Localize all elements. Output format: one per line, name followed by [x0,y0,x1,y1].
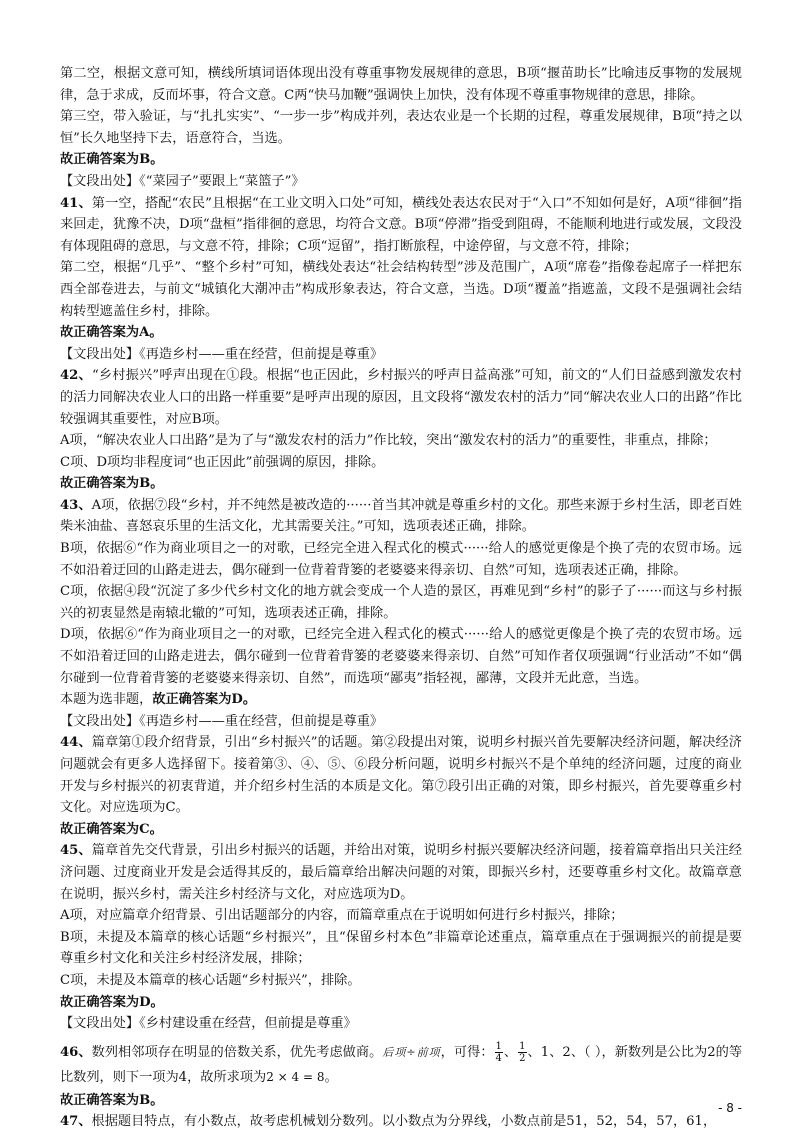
q43-source: 【文段出处】《再造乡村——重在经营，但前提是尊重》 [60,713,384,729]
fraction-numerator: 1 [519,1040,526,1052]
q42-option-cd: C项、D项均非程度词“也正因此”前强调的原因，排除。 [60,454,385,470]
q43-option-d: D项，依据⑥“作为商业项目之一的对歌，已经完全进入程式化的模式······给人的感觉更像是个换了壳的农贸市场。远不如沿着迂回的山路走进去，偶尔碰到一位背着背篓的老婆婆来得亲切、自然”可知作者仅项强调“行业活动”不如“偶尔碰到一位背着背篓的老婆婆来得亲切、自然”，而选项“鄙夷”指轻视，鄙薄，文段并无此意，当选。 [60,627,742,686]
q41-number: 41、 [60,195,92,211]
q44-answer: 故正确答案为C。 [60,821,163,837]
q45-answer: 故正确答案为D。 [60,994,164,1010]
q43-option-c: C项，依据④段“沉淀了多少代乡村文化的地方就会变成一个人造的景区，再难见到“乡村”的影子了······而这与乡村振兴的初衷显然是南辕北辙的”可知，选项表述正确，排除。 [60,584,742,621]
document-body [60,63,742,1133]
q46-text-c: 、1、2、（ ），新数列是公比为2的等比数列，则下一项为4，故所求项为 [60,1044,743,1085]
q43-option-b: B项，依据⑥“作为商业项目之一的对歌，已经完全进入程式化的模式······给人的感觉更像是个换了壳的农贸市场。远不如沿着迂回的山路走进去，偶尔碰到一位背着背篓的老婆婆来得亲切、自然”可知，选项表述正确，排除。 [60,541,742,578]
q43-number: 43、 [60,497,92,513]
q40-source: 【文段出处】《“菜园子”要跟上“菜篮子”》 [60,173,305,189]
q40-blank3-analysis: 第三空，带入验证，与“扎扎实实”、“一步一步”构成并列，表达农业是一个长期的过程，尊重发展规律，B项“持之以恒”长久地坚持下去，语意符合，当选。 [60,109,742,146]
fraction-numerator: 1 [495,1040,502,1052]
q45-option-b: B项，未提及本篇章的核心话题“乡村振兴”，且“保留乡村本色”非篇章论述重点，篇章重点在于强调振兴的前提是要尊重乡村文化和关注乡村经济发展，排除； [60,929,742,967]
q46-separator: 、 [503,1044,518,1060]
fraction-denominator: 2 [519,1052,526,1064]
q43-note: 本题为选非题， [60,692,153,708]
q46-text-d: 。 [324,1069,338,1085]
q40-answer: 故正确答案为B。 [60,152,164,168]
q47-number: 47、 [60,1114,92,1130]
q45-number: 45、 [60,843,92,859]
q47-text: 根据题目特点，有小数点，故考虑机械划分数列。以小数点为分界线，小数点前是51，52，54，57，61， [91,1114,717,1130]
page-number: - 8 - [718,1101,742,1115]
q43-option-a [60,495,742,538]
q42-option-a: A项，“解决农业人口出路”是为了与“激发农村的活力”作比较，突出“激发农村的活力”的重要性，非重点，排除； [60,433,717,449]
q42-analysis [60,365,742,430]
q45-text: 篇章首先交代背景，引出乡村振兴的话题，并给出对策，说明乡村振兴要解决经济问题，接着篇章指出只关注经济问题、过度商业开发是会适得其反的，最后篇章给出解决问题的对策，即振兴乡村，还要尊重乡村文化。故篇章意在说明，振兴乡村，需关注乡村经济与文化，对应选项为D。 [60,843,742,902]
q43-text: A项，依据⑦段“乡村，并不纯然是被改造的······首当其冲就是尊重乡村的文化。那些来源于乡村生活，即老百姓柴米油盐、喜怒哀乐里的生活文化，尤其需要关注。”可知，选项表述正确，排除。 [60,497,742,535]
q45-option-c: C项，未提及本篇章的核心话题“乡村振兴”，排除。 [60,972,361,988]
q42-number: 42、 [60,368,92,384]
q44-text: 篇章第①段介绍背景，引出“乡村振兴”的话题。第②段提出对策，说明乡村振兴首先要解决经济问题，解决经济问题就会有更多人选择留下。接着第③、④、⑤、⑥段分析问题，说明乡村振兴不是个单纯的经济问题，过度的商业开发与乡村振兴的初衷背道，并介绍乡村生活的本质是文化。第⑦段引出正确的对策，即乡村振兴，首先要尊重乡村文化。对应选项为C。 [60,735,742,816]
q44-number: 44、 [60,735,92,751]
q46-handwritten-formula: 后项÷前项 [382,1045,441,1059]
q45-analysis [60,840,742,905]
q46-text-b: ，可得： [440,1044,494,1060]
q46-number: 46、 [60,1044,92,1060]
q41-source: 【文段出处】《再造乡村——重在经营，但前提是尊重》 [60,346,384,362]
q46-analysis [60,1041,742,1090]
q42-text: “乡村振兴”呼声出现在①段。根据“也正因此，乡村振兴的呼声日益高涨”可知，前文的“人们日益感到激发农村的活力同解决农业人口的出路一样重要”是呼声出现的原因，且文段将“激发农村的活力”同“解决农业人口的出路”作比较强调其重要性，对应B项。 [60,368,742,427]
q46-answer: 故正确答案为B。 [60,1092,164,1108]
q41-blank2-analysis: 第二空，根据“几乎”、“整个乡村”可知，横线处表达“社会结构转型”涉及范围广，A项“席卷”指像卷起席子一样把东西全部卷进去，与前文“城镇化大潮冲击”构成形象表达，符合文意，当选。D项“覆盖”指遮盖，文段不是强调社会结构转型遮盖住乡村，排除。 [60,260,742,319]
q41-answer: 故正确答案为A。 [60,325,163,341]
q42-answer: 故正确答案为B。 [60,476,164,492]
q47-analysis [60,1111,742,1133]
q46-calculation: 2 × 4 = 8 [266,1069,325,1084]
q45-option-a: A项，对应篇章介绍背景、引出话题部分的内容，而篇章重点在于说明如何进行乡村振兴，排除； [60,908,624,924]
q44-analysis [60,732,742,818]
q45-source: 【文段出处】《乡村建设重在经营，但前提是尊重》 [60,1016,357,1032]
q40-blank2-analysis: 第二空，根据文意可知，横线所填词语体现出没有尊重事物发展规律的意思，B项“揠苗助长”比喻违反事物的发展规律，急于求成，反而坏事，符合文意。C两“快马加鞭”强调快上加快，没有体现不尊重事物规律的意思，排除。 [60,66,742,103]
fraction-one-quarter [495,1041,503,1064]
fraction-denominator: 4 [495,1052,502,1064]
q43-conclusion [60,689,742,711]
fraction-one-half [518,1041,526,1064]
q41-text: 第一空，搭配“农民”且根据“在工业文明入口处”可知，横线处表达农民对于“入口”不知如何是好，A项“徘徊”指来回走，犹豫不决，D项“盘桓”指徘徊的意思，均符合文意。B项“停滞”指受到阻碍，不能顺利地进行或发展，文段没有体现阻碍的意思，与文意不符，排除；C项“逗留”，指打断旅程，中途停留，与文意不符，排除； [60,195,742,254]
q43-answer: 故正确答案为D。 [152,692,257,708]
q46-text-a: 数列相邻项存在明显的倍数关系，优先考虑做商。 [91,1044,383,1060]
q41-blank1-analysis [60,193,742,258]
